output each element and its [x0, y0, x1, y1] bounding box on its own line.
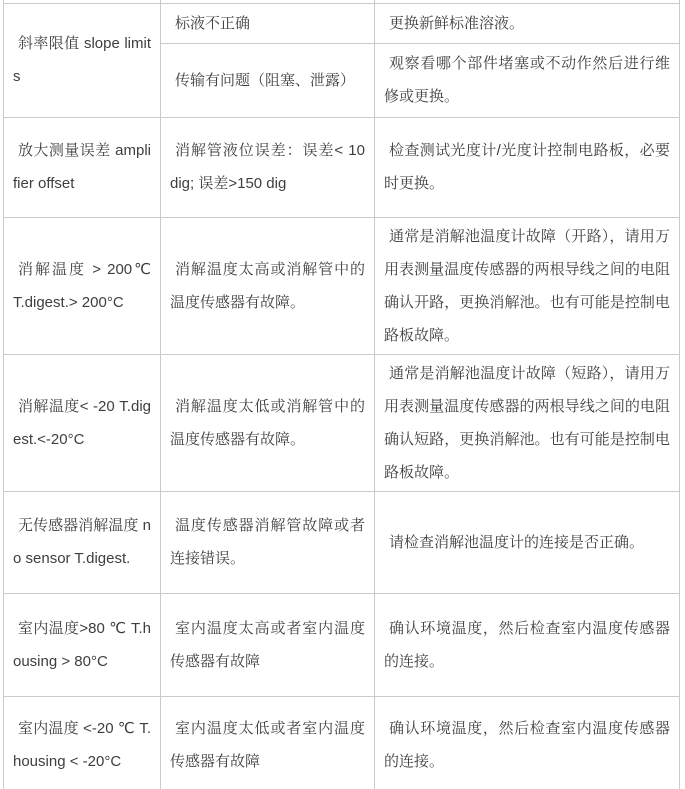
- solution-cell: 确认环境温度，然后检查室内温度传感器的连接。: [375, 696, 680, 789]
- cause-cell: 室内温度太低或者室内温度传感器有故障: [161, 696, 375, 789]
- fault-cell: 室内温度 <-20 ℃ T.housing < -20°C: [4, 696, 161, 789]
- table-row: [4, 354, 680, 491]
- solution-cell: 更换新鲜标准溶液。: [375, 3, 680, 43]
- solution-cell: 检查测试光度计/光度计控制电路板，必要时更换。: [375, 117, 680, 217]
- fault-cell: 消解温度< -20 T.digest.<-20°C: [4, 354, 161, 491]
- cause-cell: 消解温度太低或消解管中的温度传感器有故障。: [161, 354, 375, 491]
- solution-cell: 通常是消解池温度计故障（短路），请用万用表测量温度传感器的两根导线之间的电阻确认短路，更换消解池。也有可能是控制电路板故障。: [375, 354, 680, 491]
- solution-cell: 确认环境温度，然后检查室内温度传感器的连接。: [375, 593, 680, 696]
- fault-cell: 斜率限值 slope limits: [4, 3, 161, 117]
- table-row: [4, 117, 680, 217]
- solution-cell: 通常是消解池温度计故障（开路），请用万用表测量温度传感器的两根导线之间的电阻确认开路，更换消解池。也有可能是控制电路板故障。: [375, 217, 680, 354]
- cause-cell: 标液不正确: [161, 3, 375, 43]
- fault-cell: 室内温度>80 ℃ T.housing > 80°C: [4, 593, 161, 696]
- fault-cell: 放大测量误差 amplifier offset: [4, 117, 161, 217]
- fault-cell: 消解温度 > 200℃ T.digest.> 200°C: [4, 217, 161, 354]
- table-row: [4, 3, 680, 43]
- solution-cell: 请检查消解池温度计的连接是否正确。: [375, 491, 680, 593]
- cause-cell: 温度传感器消解管故障或者连接错误。: [161, 491, 375, 593]
- fault-cell: 无传感器消解温度 no sensor T.digest.: [4, 491, 161, 593]
- table-row: [4, 593, 680, 696]
- troubleshooting-table: [3, 0, 680, 789]
- table-row: [4, 491, 680, 593]
- solution-cell: 观察看哪个部件堵塞或不动作然后进行维修或更换。: [375, 43, 680, 117]
- cause-cell: 室内温度太高或者室内温度传感器有故障: [161, 593, 375, 696]
- cause-cell: 消解管液位误差：误差< 10 dig; 误差>150 dig: [161, 117, 375, 217]
- table-row: [4, 696, 680, 789]
- table-row: [4, 217, 680, 354]
- cause-cell: 传输有问题（阻塞、泄露）: [161, 43, 375, 117]
- cause-cell: 消解温度太高或消解管中的温度传感器有故障。: [161, 217, 375, 354]
